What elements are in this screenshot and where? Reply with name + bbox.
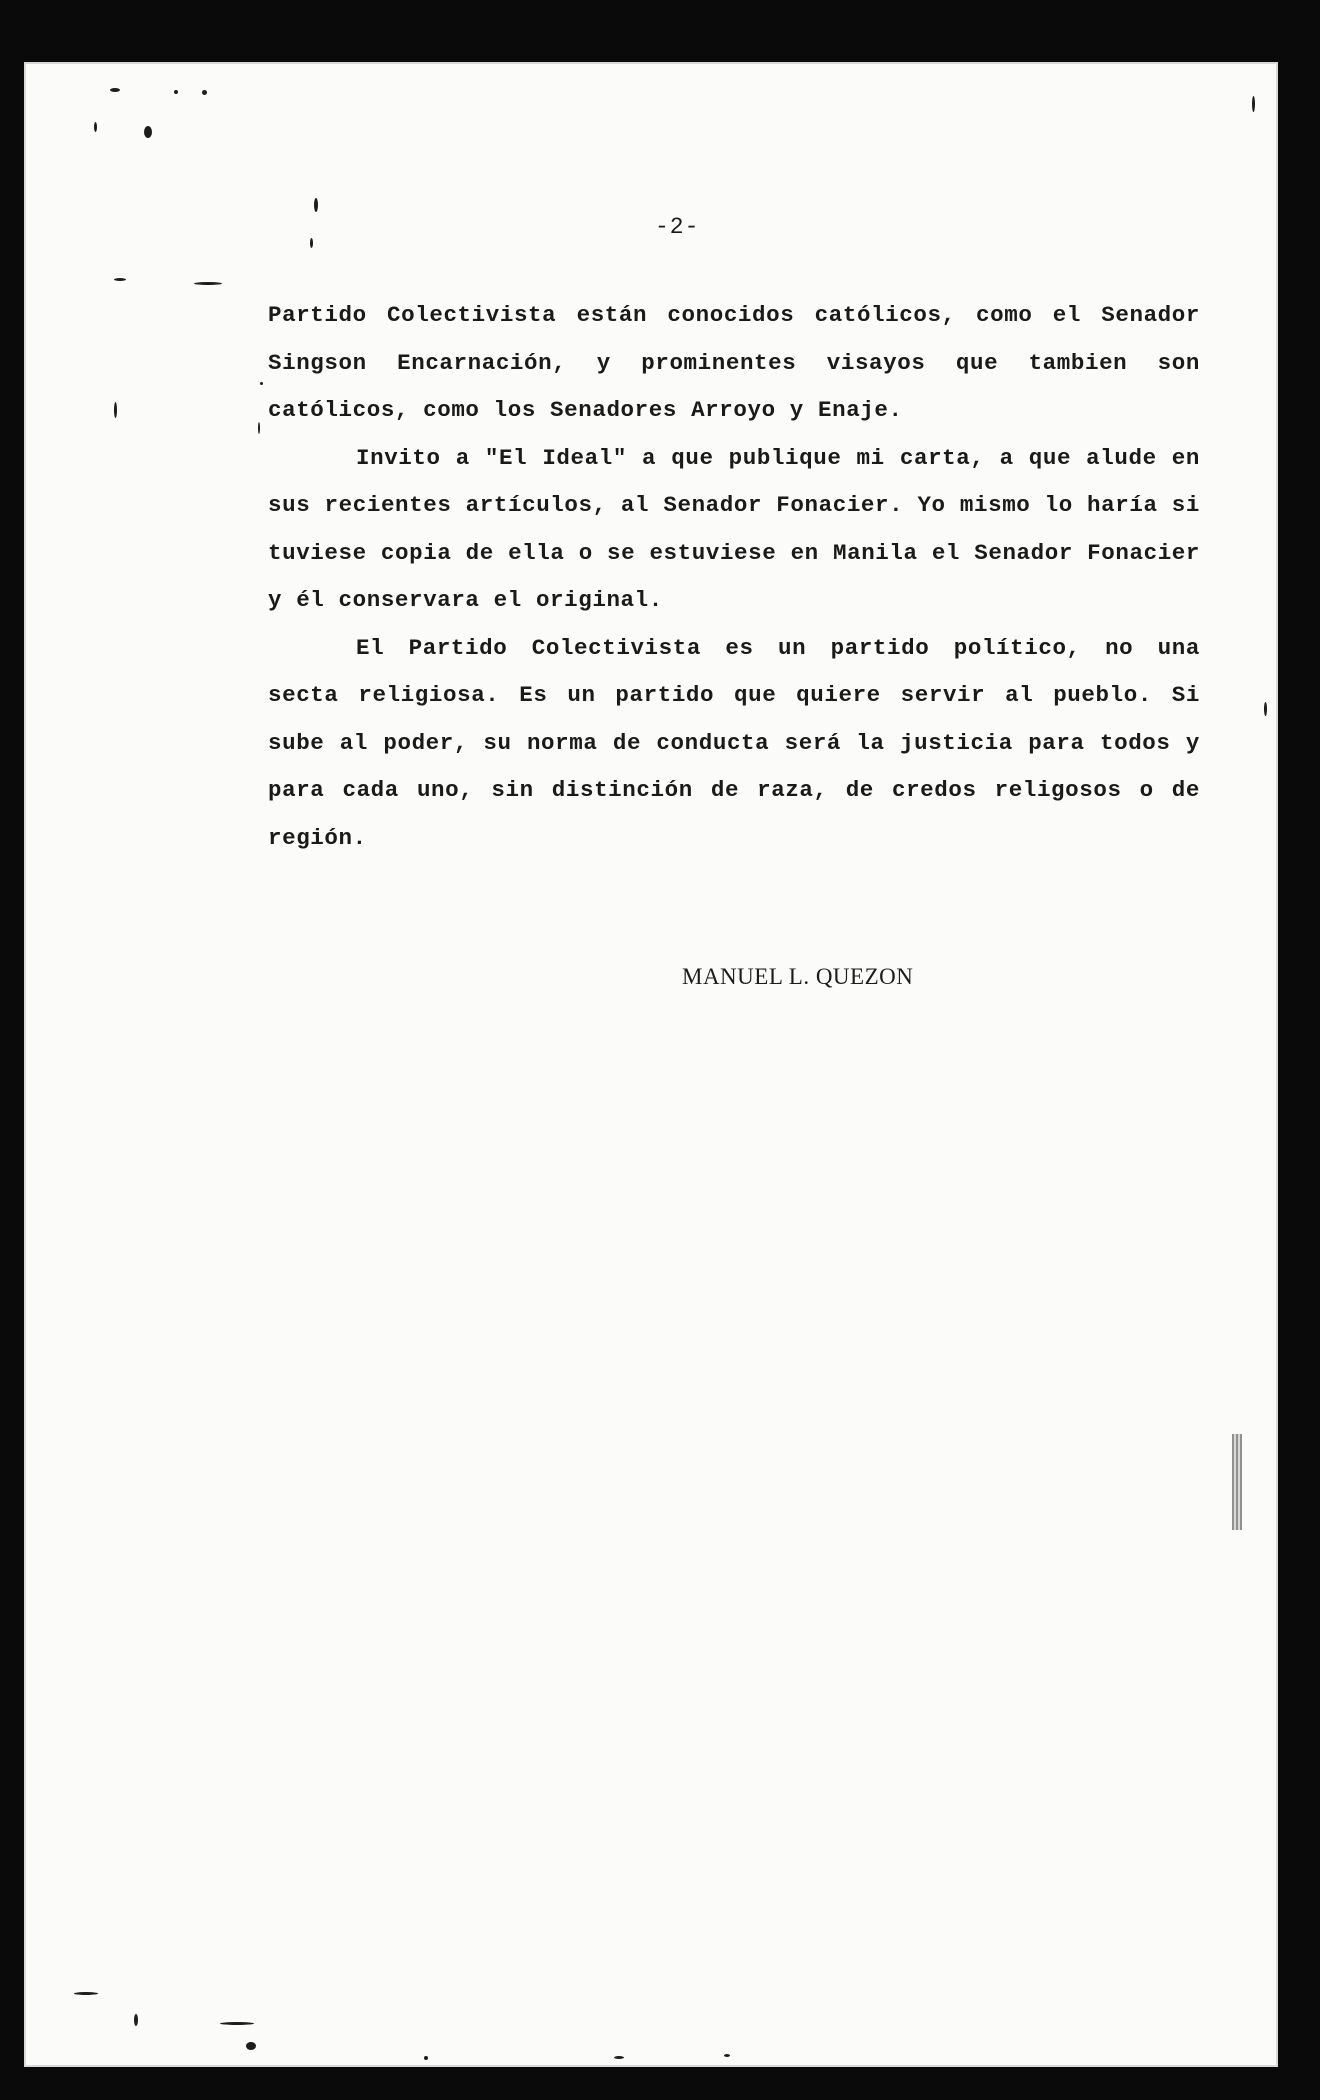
scan-speck [114, 402, 117, 418]
scan-speck [258, 422, 260, 434]
scan-speck [314, 198, 318, 212]
scan-speck [144, 126, 152, 138]
letter-body [268, 292, 1200, 862]
scan-speck [114, 278, 126, 281]
scan-speck [220, 2022, 254, 2025]
scan-speck [724, 2054, 730, 2057]
paragraph: Invito a "El Ideal" a que publique mi carta, a que alude en sus recientes artículos, al Senador Fonacier. Yo mismo lo haría si tuviese copia de ella o se estuviese en Manila el Senador Fonacier y él conservara el original. [268, 444, 1200, 613]
scan-speck [260, 382, 263, 385]
scan-speck [614, 2056, 624, 2059]
scan-speck [94, 122, 97, 132]
signature: MANUEL L. QUEZON [682, 964, 914, 989]
scan-speck [174, 90, 178, 94]
scan-smudge [1232, 1434, 1242, 1530]
scan-speck [246, 2042, 256, 2050]
paragraph: El Partido Colectivista es un partido político, no una secta religiosa. Es un partido que quiere servir al pueblo. Si sube al poder, su norma de conducta será la justicia para todos y para cada uno, sin distinción de raza, de credos religosos o de región. [268, 634, 1200, 851]
scan-speck [134, 2014, 138, 2026]
scan-speck [1264, 702, 1267, 716]
paragraph: Partido Colectivista están conocidos católicos, como el Senador Singson Encarnación, y prominentes visayos que tambien son católicos, como los Senadores Arroyo y Enaje. [268, 302, 1200, 423]
scan-speck [424, 2056, 428, 2060]
scan-speck [74, 1992, 98, 1995]
page-number: -2- [655, 214, 700, 240]
scan-speck [310, 238, 313, 248]
scan-speck [202, 90, 207, 95]
scan-speck [110, 88, 120, 92]
scan-speck [1252, 96, 1255, 112]
scan-speck [194, 282, 222, 285]
